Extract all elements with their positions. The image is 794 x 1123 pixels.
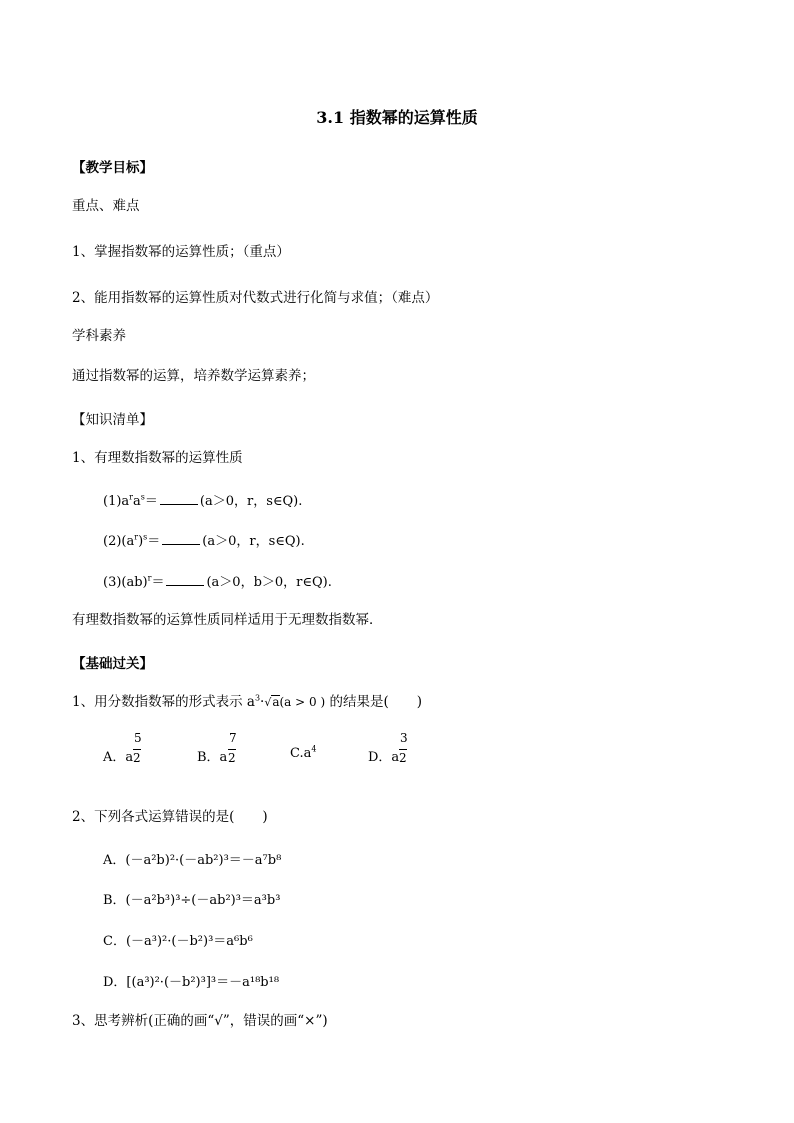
question-3-stem: 3、思考辨析(正确的画“√”，错误的画“×”) xyxy=(72,1013,328,1029)
irrational-note: 有理数指数幂的运算性质同样适用于无理数指数幂． xyxy=(72,612,383,628)
section-knowledge-list: 【知识清单】 xyxy=(72,412,153,428)
q2-option-c[interactable]: C．(－a³)²·(－b²)³＝a⁶b⁶ xyxy=(103,934,253,949)
property-2: $(2)(a^r)^s= (a>0$，r，s∈Q). xyxy=(103,532,305,549)
knowledge-heading: 1、有理数指数幂的运算性质 xyxy=(72,450,243,466)
key-difficulty-label: 重点、难点 xyxy=(72,198,140,214)
goal-item-1: 1、掌握指数幂的运算性质；（重点） xyxy=(72,244,290,260)
goal-item-2: 2、能用指数幂的运算性质对代数式进行化简与求值；（难点） xyxy=(72,290,439,306)
question-1-stem: 1、用分数指数幂的形式表示 $a^3\cdot√a(a > 0$ ) 的结果是( ) xyxy=(72,693,422,710)
question-2-stem: 2、下列各式运算错误的是( ) xyxy=(72,809,268,825)
answer-blank[interactable] xyxy=(160,492,198,505)
literacy-text: 通过指数幂的运算，培养数学运算素养； xyxy=(72,368,315,384)
property-3: (3)(ab)$^r$＝ (a＞0，b＞0，r∈Q). xyxy=(103,573,332,590)
section-basics: 【基础过关】 xyxy=(72,656,153,672)
q1-option-a-fraction: 5 2 xyxy=(133,731,142,765)
answer-blank[interactable] xyxy=(162,532,200,545)
q2-option-a[interactable]: A．(－a²b)²·(－ab²)³＝－a⁷b⁸ xyxy=(103,853,282,868)
literacy-label: 学科素养 xyxy=(72,328,126,344)
answer-blank[interactable] xyxy=(166,573,204,586)
q2-option-d[interactable]: D．[(a³)²·(－b²)³]³＝－a¹⁸b¹⁸ xyxy=(103,975,280,990)
q1-option-c[interactable]: $C.a^4$ xyxy=(290,744,317,761)
property-1: $(1)a^ra^s= (a>0$，r，s∈Q). xyxy=(103,492,303,509)
section-teaching-goals: 【教学目标】 xyxy=(72,160,153,176)
q1-option-d[interactable]: D．a xyxy=(368,750,400,765)
q2-option-b[interactable]: B．(－a²b³)³÷(－ab²)³＝a³b³ xyxy=(103,893,281,908)
page-title: 3.1 指数幂的运算性质 xyxy=(316,108,478,127)
q1-option-b-fraction: 7 2 xyxy=(228,731,237,765)
q1-option-a[interactable]: A．a xyxy=(103,750,134,765)
q1-option-d-fraction: 3 2 xyxy=(399,731,408,765)
q1-option-b[interactable]: B．a xyxy=(197,750,228,765)
